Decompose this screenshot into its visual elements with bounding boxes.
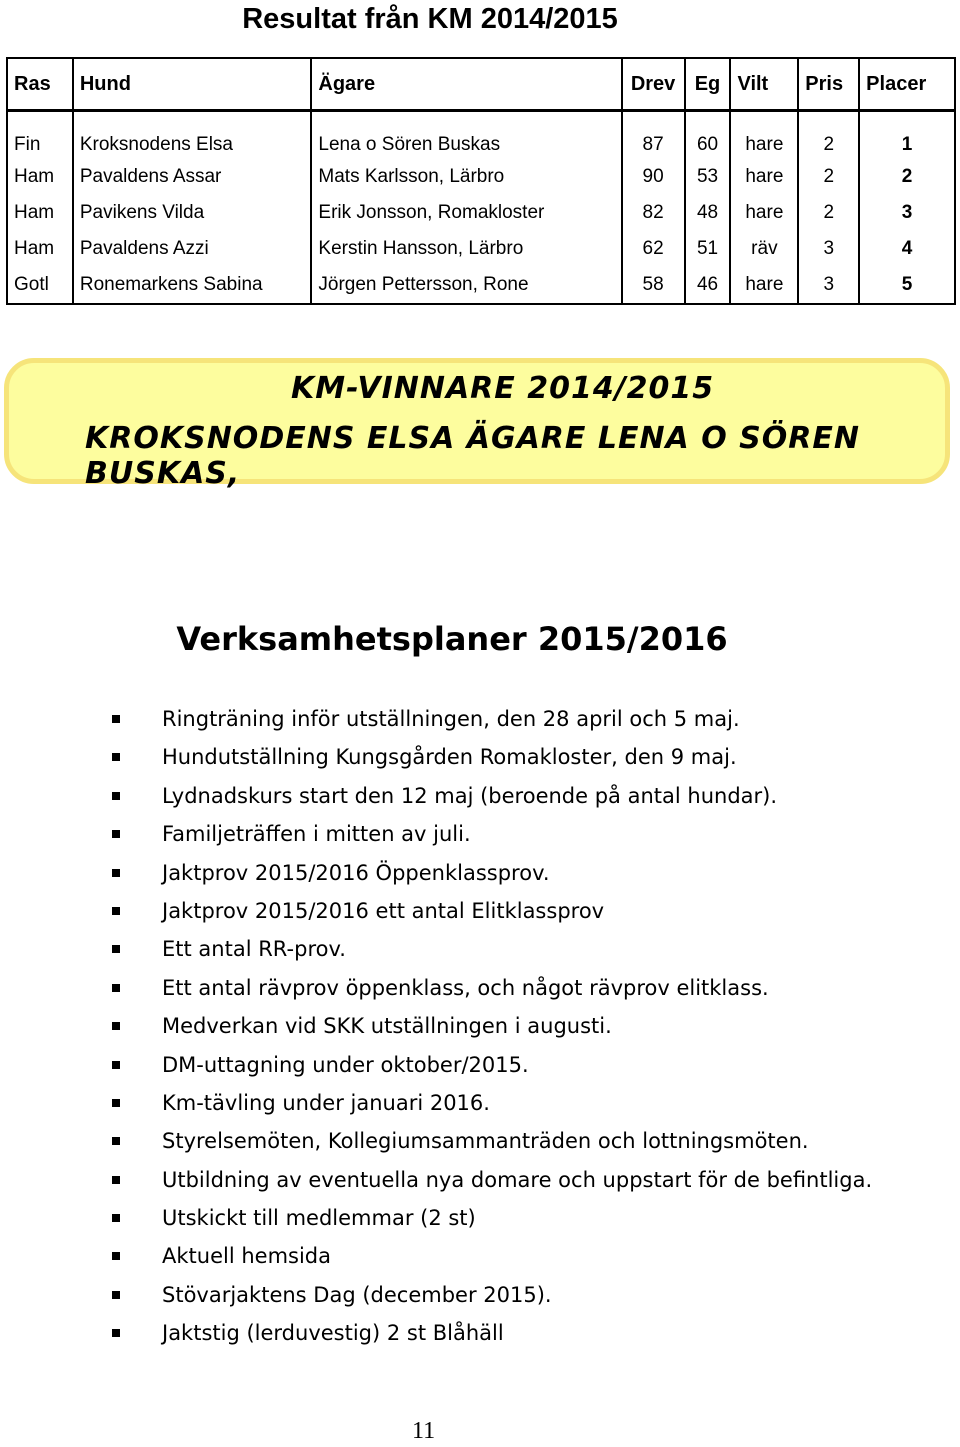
cell-ras: Ham (7, 231, 73, 267)
square-bullet-icon (112, 1022, 120, 1030)
plan-item-text: Ett antal RR-prov. (162, 937, 346, 962)
table-row (7, 195, 955, 231)
plan-item-text: Ett antal rävprov öppenklass, och något rävprov elitklass. (162, 975, 769, 1000)
cell-pris: 2 (798, 159, 859, 195)
page-title: Resultat från KM 2014/2015 (242, 3, 618, 35)
cell-eg: 53 (685, 159, 731, 195)
list-item (112, 1161, 872, 1199)
cell-placer: 2 (859, 159, 955, 195)
cell-ras: Fin (7, 111, 73, 160)
cell-placer: 3 (859, 195, 955, 231)
cell-drev: 90 (622, 159, 685, 195)
cell-pris: 2 (798, 195, 859, 231)
plan-item-text: Medverkan vid SKK utställningen i augusti. (162, 1014, 612, 1039)
cell-hund: Ronemarkens Sabina (73, 267, 312, 304)
table-row (7, 231, 955, 267)
square-bullet-icon (112, 869, 120, 877)
list-item (112, 1237, 872, 1275)
square-bullet-icon (112, 1137, 120, 1145)
header-placer: Placer (859, 58, 955, 111)
plan-item-text: Styrelsemöten, Kollegiumsammanträden och lottningsmöten. (162, 1129, 809, 1154)
results-table (6, 57, 956, 305)
cell-placer: 4 (859, 231, 955, 267)
cell-ras: Ham (7, 159, 73, 195)
list-item (112, 1084, 872, 1122)
cell-hund: Pavaldens Azzi (73, 231, 312, 267)
table-row (7, 111, 955, 160)
cell-pris: 2 (798, 111, 859, 160)
cell-drev: 58 (622, 267, 685, 304)
cell-pris: 3 (798, 231, 859, 267)
square-bullet-icon (112, 1329, 120, 1337)
square-bullet-icon (112, 1291, 120, 1299)
header-vilt: Vilt (730, 58, 798, 111)
square-bullet-icon (112, 1099, 120, 1107)
list-item (112, 1122, 872, 1160)
square-bullet-icon (112, 945, 120, 953)
square-bullet-icon (112, 984, 120, 992)
list-item (112, 854, 872, 892)
square-bullet-icon (112, 830, 120, 838)
plan-item-text: Stövarjaktens Dag (december 2015). (162, 1282, 552, 1307)
cell-hund: Pavikens Vilda (73, 195, 312, 231)
cell-drev: 62 (622, 231, 685, 267)
square-bullet-icon (112, 753, 120, 761)
square-bullet-icon (112, 715, 120, 723)
header-hund: Hund (73, 58, 312, 111)
list-item (112, 969, 872, 1007)
header-ras: Ras (7, 58, 73, 111)
plan-item-text: Aktuell hemsida (162, 1244, 331, 1269)
cell-drev: 87 (622, 111, 685, 160)
cell-eg: 60 (685, 111, 731, 160)
square-bullet-icon (112, 792, 120, 800)
cell-ras: Ham (7, 195, 73, 231)
square-bullet-icon (112, 1061, 120, 1069)
page-number: 11 (412, 1418, 436, 1444)
cell-eg: 48 (685, 195, 731, 231)
cell-vilt: hare (730, 195, 798, 231)
cell-placer: 5 (859, 267, 955, 304)
list-item (112, 930, 872, 968)
list-item (112, 1007, 872, 1045)
cell-agare: Jörgen Pettersson, Rone (311, 267, 621, 304)
table-row (7, 159, 955, 195)
cell-vilt: hare (730, 159, 798, 195)
cell-eg: 46 (685, 267, 731, 304)
square-bullet-icon (112, 1176, 120, 1184)
table-row (7, 267, 955, 304)
cell-agare: Lena o Sören Buskas (311, 111, 621, 160)
plan-item-text: DM-uttagning under oktober/2015. (162, 1052, 529, 1077)
plans-list (112, 700, 872, 1353)
winner-title: KM-VINNARE 2014/2015 (291, 371, 715, 406)
plan-item-text: Ringträning inför utställningen, den 28 april och 5 maj. (162, 707, 740, 731)
plan-item-text: Utskickt till medlemmar (2 st) (162, 1206, 476, 1231)
cell-agare: Mats Karlsson, Lärbro (311, 159, 621, 195)
plan-item-text: Km-tävling under januari 2016. (162, 1090, 490, 1115)
list-item (112, 815, 872, 853)
cell-hund: Kroksnodens Elsa (73, 111, 312, 160)
square-bullet-icon (112, 907, 120, 915)
list-item (112, 892, 872, 930)
cell-placer: 1 (859, 111, 955, 160)
cell-hund: Pavaldens Assar (73, 159, 312, 195)
list-item (112, 777, 872, 815)
list-item (112, 1199, 872, 1237)
cell-eg: 51 (685, 231, 731, 267)
header-agare: Ägare (311, 58, 621, 111)
winner-name: KROKSNODENS ELSA ÄGARE LENA O SÖREN BUSKAS, (85, 421, 860, 491)
header-drev: Drev (622, 58, 685, 111)
square-bullet-icon (112, 1214, 120, 1222)
plans-heading: Verksamhetsplaner 2015/2016 (176, 620, 728, 658)
square-bullet-icon (112, 1252, 120, 1260)
plan-item-text: Jaktprov 2015/2016 Öppenklassprov. (162, 860, 550, 885)
cell-pris: 3 (798, 267, 859, 304)
cell-agare: Kerstin Hansson, Lärbro (311, 231, 621, 267)
winner-banner (4, 358, 950, 491)
cell-vilt: hare (730, 267, 798, 304)
plan-item-text: Jaktprov 2015/2016 ett antal Elitklassprov (162, 898, 605, 923)
plan-item-text: Lydnadskurs start den 12 maj (beroende på antal hundar). (162, 783, 778, 808)
plan-item-text: Jaktstig (lerduvestig) 2 st Blåhäll (162, 1321, 504, 1346)
cell-agare: Erik Jonsson, Romakloster (311, 195, 621, 231)
cell-vilt: hare (730, 111, 798, 160)
table-header-row (7, 58, 955, 111)
plan-item-text: Utbildning av eventuella nya domare och uppstart för de befintliga. (162, 1167, 873, 1192)
header-eg: Eg (685, 58, 731, 111)
header-pris: Pris (798, 58, 859, 111)
cell-vilt: räv (730, 231, 798, 267)
list-item (112, 1314, 872, 1352)
list-item (112, 700, 872, 738)
cell-ras: Gotl (7, 267, 73, 304)
list-item (112, 1276, 872, 1314)
plan-item-text: Familjeträffen i mitten av juli. (162, 822, 471, 847)
list-item (112, 1046, 872, 1084)
cell-drev: 82 (622, 195, 685, 231)
list-item (112, 738, 872, 776)
plan-item-text: Hundutställning Kungsgården Romakloster, den 9 maj. (162, 745, 737, 770)
